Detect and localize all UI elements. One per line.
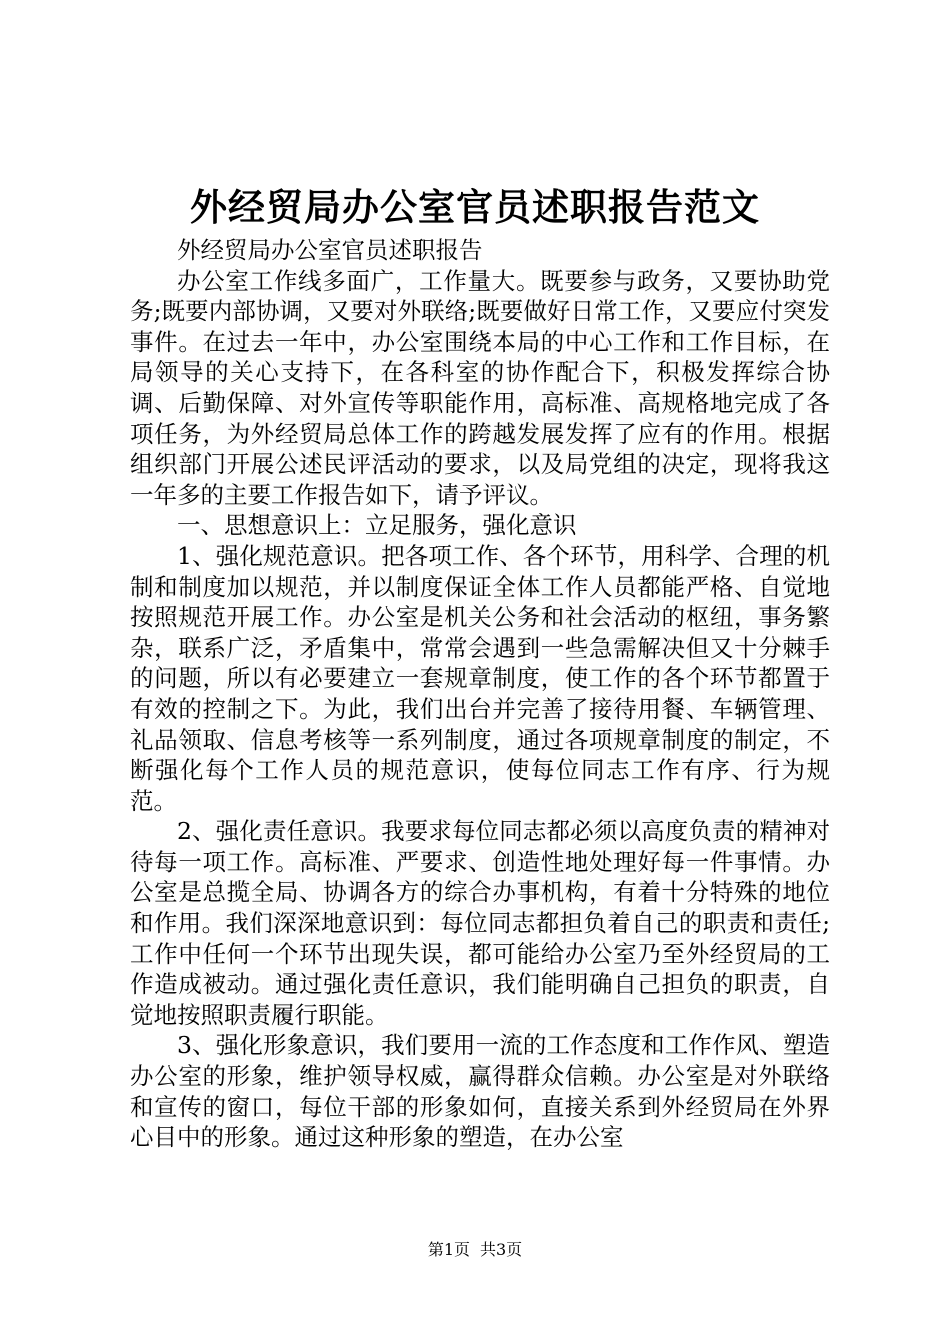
paragraph-norm-awareness: 1、强化规范意识。把各项工作、各个环节，用科学、合理的机制和制度加以规范，并以制度保证全体工作人员都能严格、自觉地按照规范开展工作。办公室是机关公务和社会活动的枢纽，事务繁杂，联系广泛，矛盾集中，常常会遇到一些急需解决但又十分棘手的问题，所以有必要建立一套规章制度，使工作的各个环节都置于有效的控制之下。为此，我们出台并完善了接待用餐、车辆管理、礼品领取、信息考核等一系列制度，通过各项规章制度的制定，不断强化每个工作人员的规范意识，使每位同志工作有序、行为规范。	[130, 541, 830, 815]
paragraph-image-awareness: 3、强化形象意识，我们要用一流的工作态度和工作作风、塑造办公室的形象，维护领导权威，赢得群众信赖。办公室是对外联络和宣传的窗口，每位干部的形象如何，直接关系到外经贸局在外界心目中的形象。通过这种形象的塑造，在办公室	[130, 1031, 830, 1152]
document-title: 外经贸局办公室官员述职报告范文	[190, 185, 760, 229]
paragraph-subtitle: 外经贸局办公室官员述职报告	[177, 236, 483, 264]
paragraph-responsibility-awareness: 2、强化责任意识。我要求每位同志都必须以高度负责的精神对待每一项工作。高标准、严要求、创造性地处理好每一件事情。办公室是总揽全局、协调各方的综合办事机构，有着十分特殊的地位和作用。我们深深地意识到：每位同志都担负着自己的职责和责任;工作中任何一个环节出现失误，都可能给办公室乃至外经贸局的工作造成被动。通过强化责任意识，我们能明确自己担负的职责，自觉地按照职责履行职能。	[130, 817, 830, 1029]
document-body	[130, 235, 830, 1153]
paragraph-intro: 办公室工作线多面广，工作量大。既要参与政务，又要协助党务;既要内部协调，又要对外联络;既要做好日常工作，又要应付突发事件。在过去一年中，办公室围绕本局的中心工作和工作目标，在局领导的关心支持下，在各科室的协作配合下，积极发挥综合协调、后勤保障、对外宣传等职能作用，高标准、高规格地完成了各项任务，为外经贸局总体工作的跨越发展发挥了应有的作用。根据组织部门开展公述民评活动的要求，以及局党组的决定，现将我这一年多的主要工作报告如下，请予评议。	[130, 266, 830, 509]
page-footer	[0, 1238, 950, 1262]
page-number: 第1页	[427, 1240, 470, 1259]
section-heading: 一、思想意识上：立足服务，强化意识	[177, 511, 577, 540]
page-total: 共3页	[480, 1240, 523, 1259]
